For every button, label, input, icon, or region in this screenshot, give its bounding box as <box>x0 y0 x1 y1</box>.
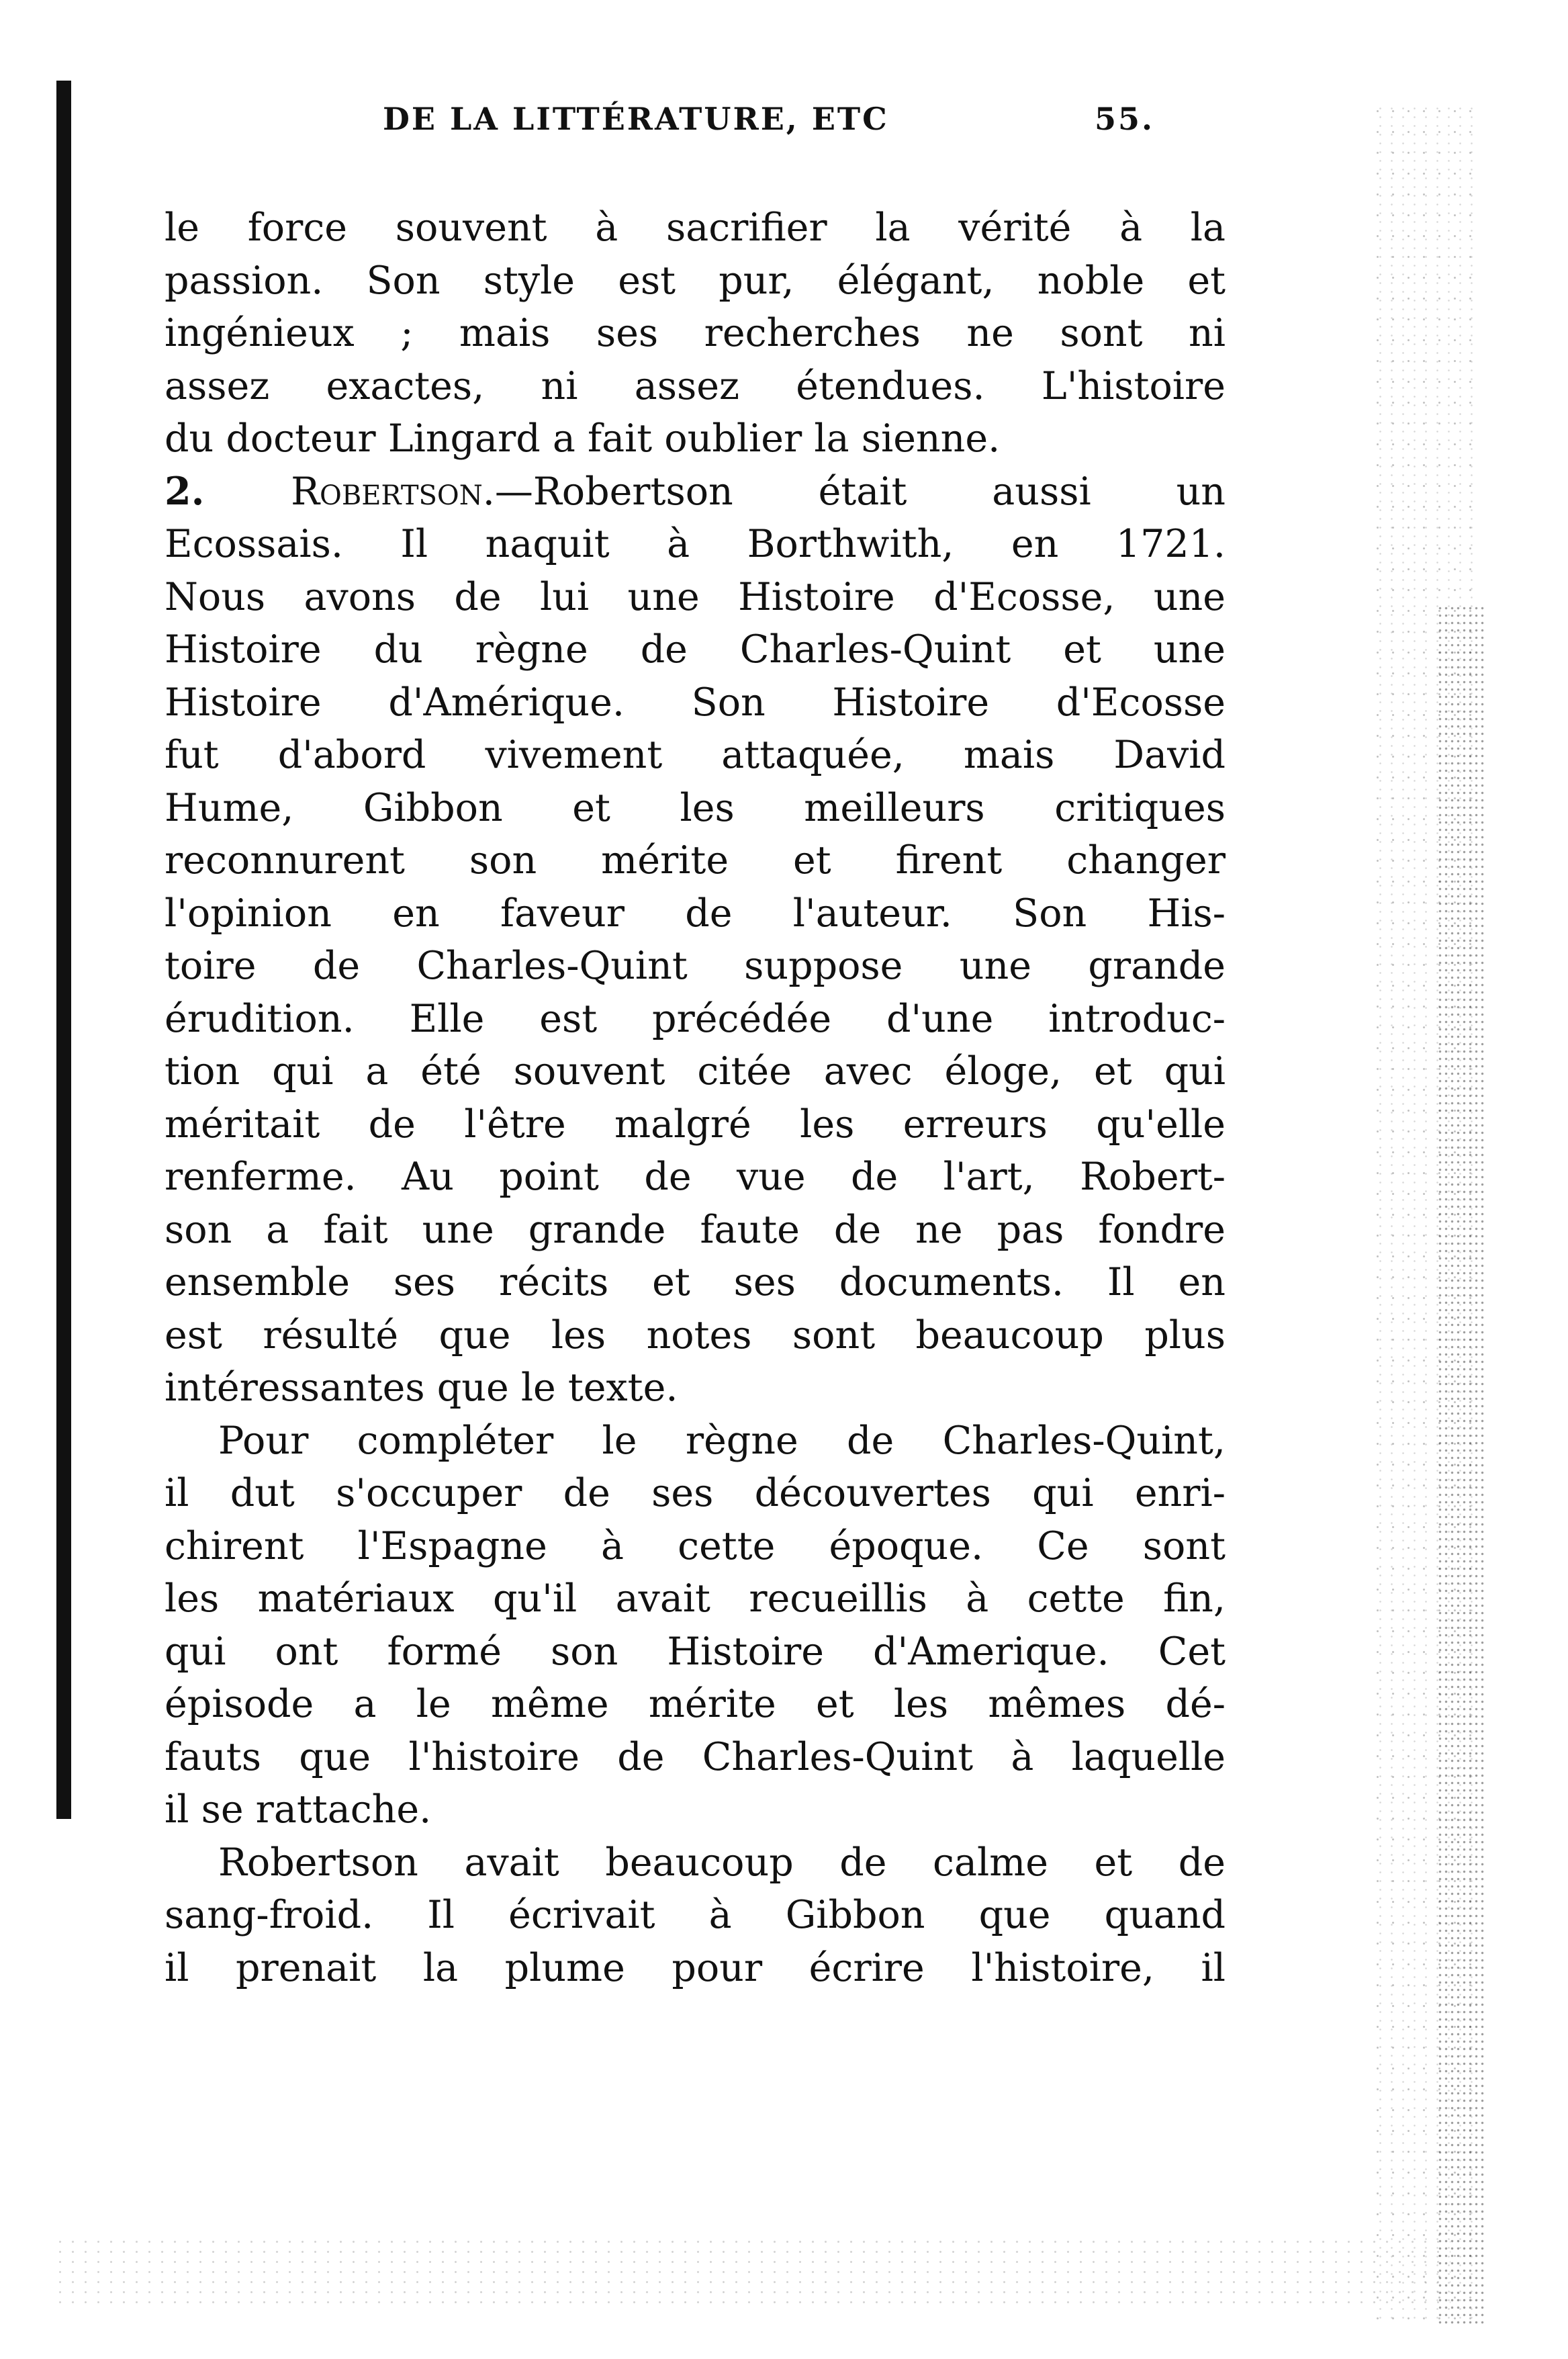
text-line <box>165 1889 1226 1942</box>
line-text: Nous avons de lui une Histoire d'Ecosse, une <box>165 574 1226 619</box>
text-line <box>165 360 1226 413</box>
line-text: sang-froid. Il écrivait à Gibbon que quand <box>165 1893 1226 1937</box>
text-line <box>165 1783 1226 1836</box>
line-text: reconnurent son mérite et firent changer <box>165 838 1226 883</box>
line-text: intéressantes que le texte. <box>165 1366 678 1410</box>
text-line <box>165 1204 1226 1257</box>
line-text: Hume, Gibbon et les meilleurs critiques <box>165 785 1226 830</box>
text-line <box>165 729 1226 782</box>
text-line <box>165 571 1226 624</box>
scan-noise-edge <box>1437 605 1484 2324</box>
text-line <box>165 1362 1226 1415</box>
text-line <box>165 623 1226 676</box>
text-line <box>165 1098 1226 1151</box>
line-text: assez exactes, ni assez étendues. L'histoire <box>165 363 1226 408</box>
line-text: ensemble ses récits et ses documents. Il en <box>165 1260 1226 1304</box>
line-text: Histoire du règne de Charles-Quint et une <box>165 627 1226 672</box>
text-line <box>165 993 1226 1046</box>
text-line <box>165 834 1226 887</box>
line-text: méritait de l'être malgré les erreurs qu'elle <box>165 1102 1226 1147</box>
text-line <box>165 255 1226 308</box>
line-text: fut d'abord vivement attaquée, mais David <box>165 733 1226 777</box>
line-text: passion. Son style est pur, élégant, noble et <box>165 258 1226 303</box>
line-text: son a fait une grande faute de ne pas fondre <box>165 1207 1226 1252</box>
line-text: renferme. Au point de vue de l'art, Robert- <box>165 1155 1226 1199</box>
section-heading: Robertson. <box>291 469 495 514</box>
text-line <box>165 1678 1226 1731</box>
text-line <box>165 1256 1226 1309</box>
line-text: —Robertson était aussi un <box>494 469 1226 514</box>
text-line <box>165 1942 1226 1995</box>
line-text: du docteur Lingard a fait oublier la sienne. <box>165 416 1001 461</box>
line-text: ingénieux ; mais ses recherches ne sont ni <box>165 311 1226 355</box>
text-line <box>165 518 1226 571</box>
text-line <box>165 307 1226 360</box>
text-line <box>165 887 1226 940</box>
line-text: il se rattache. <box>165 1787 432 1832</box>
running-header <box>383 101 1256 154</box>
margin-bar <box>56 81 71 1819</box>
text-line <box>165 1415 1226 1468</box>
scan-noise-bottom <box>54 2237 1450 2311</box>
text-line <box>165 1836 1226 1889</box>
text-line <box>165 1467 1226 1520</box>
body-text <box>165 202 1226 1994</box>
line-text: il dut s'occuper de ses découvertes qui enri- <box>165 1471 1226 1515</box>
line-text: Robertson avait beaucoup de calme et de <box>218 1840 1226 1885</box>
line-text: les matériaux qu'il avait recueillis à cette fin, <box>165 1576 1226 1621</box>
text-line <box>165 1520 1226 1573</box>
line-text: le force souvent à sacrifier la vérité à la <box>165 206 1226 250</box>
text-line <box>165 1572 1226 1626</box>
text-line <box>165 1731 1226 1784</box>
line-text: qui ont formé son Histoire d'Amerique. Cet <box>165 1629 1226 1674</box>
line-text: Histoire d'Amérique. Son Histoire d'Ecosse <box>165 680 1226 725</box>
line-text: tion qui a été souvent citée avec éloge, et qui <box>165 1049 1226 1094</box>
line-text: épisode a le même mérite et les mêmes dé- <box>165 1682 1226 1726</box>
text-line <box>165 1045 1226 1098</box>
text-line <box>165 1309 1226 1362</box>
text-line <box>165 676 1226 729</box>
section-number: 2. <box>165 468 291 514</box>
text-line <box>165 782 1226 835</box>
line-text: Ecossais. Il naquit à Borthwith, en 1721. <box>165 522 1226 566</box>
line-text: l'opinion en faveur de l'auteur. Son His- <box>165 891 1226 936</box>
line-text: fauts que l'histoire de Charles-Quint à laquelle <box>165 1734 1226 1779</box>
text-line <box>165 412 1226 465</box>
line-text: Pour compléter le règne de Charles-Quint, <box>218 1418 1226 1463</box>
line-text: est résulté que les notes sont beaucoup plus <box>165 1312 1226 1357</box>
page-number: 55. <box>1095 101 1155 137</box>
text-line <box>165 1151 1226 1204</box>
text-line <box>165 202 1226 255</box>
running-title: DE LA LITTÉRATURE, ETC <box>383 101 889 137</box>
text-line <box>165 940 1226 993</box>
line-text: érudition. Elle est précédée d'une introduc- <box>165 996 1226 1041</box>
text-line <box>165 465 1226 519</box>
line-text: chirent l'Espagne à cette époque. Ce sont <box>165 1523 1226 1568</box>
text-line <box>165 1626 1226 1679</box>
line-text: toire de Charles-Quint suppose une grande <box>165 944 1226 988</box>
line-text: il prenait la plume pour écrire l'histoire, il <box>165 1945 1226 1990</box>
